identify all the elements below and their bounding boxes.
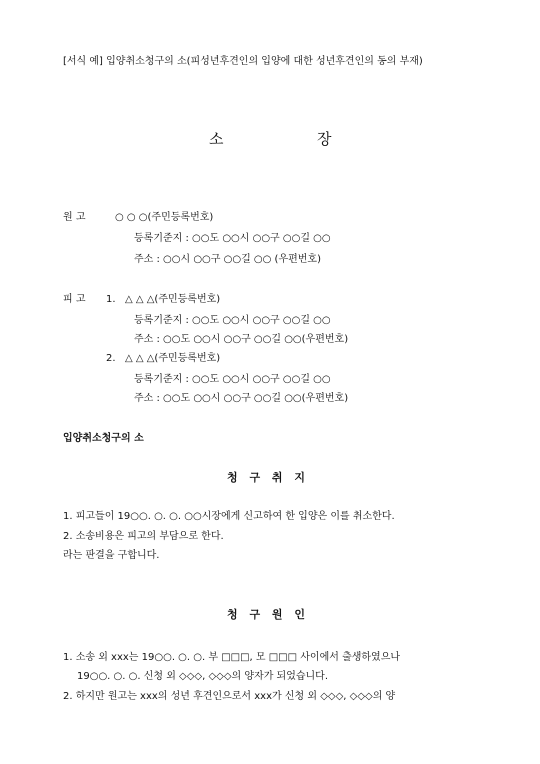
defendant-1-name: △ △ △(주민등록번호): [125, 294, 221, 305]
claim-cause-heading: 청 구 원 인: [227, 608, 309, 621]
case-name: 입양취소청구의 소: [63, 433, 144, 444]
claim-purpose-line-1: 1. 피고들이 19○○. ○. ○. ○○시장에게 신고하여 한 입양은 이를 취소한다.: [63, 511, 395, 522]
defendant-1-registration: 등록기준지 : ○○도 ○○시 ○○구 ○○길 ○○: [134, 315, 331, 326]
plaintiff-registration: 등록기준지 : ○○도 ○○시 ○○구 ○○길 ○○: [134, 233, 331, 244]
claim-cause-line-3: 2. 하지만 원고는 xxx의 성년 후견인으로서 xxx가 신청 외 ◇◇◇, ◇◇◇의 양: [63, 691, 396, 702]
claim-purpose-line-2: 2. 소송비용은 피고의 부담으로 한다.: [63, 531, 224, 542]
defendant-2-name: △ △ △(주민등록번호): [125, 353, 221, 364]
defendant-1-number: 1.: [106, 294, 116, 305]
doc-title-right: 장: [317, 130, 332, 148]
defendant-2-address: 주소 : ○○도 ○○시 ○○구 ○○길 ○○(우편번호): [134, 393, 349, 404]
doc-title-left: 소: [209, 130, 224, 148]
form-title: [서식 예] 입양취소청구의 소(피성년후견인의 입양에 대한 성년후견인의 동의 부재): [63, 56, 423, 67]
claim-purpose-heading: 청 구 취 지: [227, 471, 309, 484]
plaintiff-name: ○ ○ ○(주민등록번호): [115, 212, 214, 223]
defendant-1-address: 주소 : ○○도 ○○시 ○○구 ○○길 ○○(우편번호): [134, 334, 349, 345]
claim-cause-line-1: 1. 소송 외 xxx는 19○○. ○. ○. 부 □□□, 모 □□□ 사이에서 출생하였으나: [63, 652, 401, 663]
plaintiff-address: 주소 : ○○시 ○○구 ○○길 ○○ (우편번호): [134, 254, 321, 265]
plaintiff-label: 원 고: [63, 212, 86, 223]
claim-cause-line-2: 19○○. ○. ○. 신청 외 ◇◇◇, ◇◇◇의 양자가 되었습니다.: [77, 671, 329, 682]
claim-purpose-line-3: 라는 판결을 구합니다.: [63, 550, 160, 561]
defendant-2-number: 2.: [106, 353, 116, 364]
defendant-label: 피 고: [63, 294, 86, 305]
defendant-2-registration: 등록기준지 : ○○도 ○○시 ○○구 ○○길 ○○: [134, 374, 331, 385]
